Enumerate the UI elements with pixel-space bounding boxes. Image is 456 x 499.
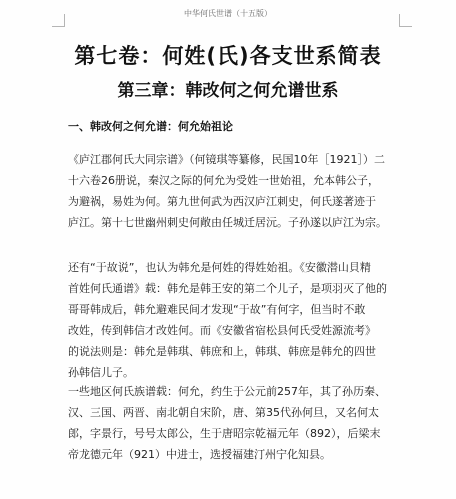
paragraph-line: 十六卷26册说，秦汉之际的何允为受姓一世始祖，允本韩公子，: [68, 174, 379, 187]
paragraph-line: 庐江。第十七世幽州刺史何敞由任城迁居沅。子孙遂以庐江为宗。: [68, 216, 387, 229]
chapter-title: 第三章：韩改何之何允谱世系: [117, 81, 339, 101]
paragraph-line: 哥哥韩成后，韩允避难民间才发现“于故”有何字，但当时不敢: [68, 303, 366, 316]
volume-title: 第七卷：何姓(氏)各支世系简表: [74, 44, 382, 68]
paragraph-line: 郎，字景行，号号太郎公，生于唐昭宗乾福元年（892），后梁末: [68, 427, 381, 440]
section-heading: 一、韩改何之何允谱：何允始祖论: [68, 120, 233, 133]
paragraph-line: 孙韩信儿子。: [68, 366, 134, 379]
paragraph-3: [68, 381, 428, 465]
paragraph-2: [68, 257, 428, 383]
paragraph-1: [68, 149, 428, 233]
paragraph-line: 《庐江郡何氏大同宗谱》（何镜琪等纂修，民国10年［1921］）二: [68, 153, 385, 166]
paragraph-line: 为避祸，易姓为何。第九世何武为西汉庐江刺史，何氏遂著迹于: [68, 195, 376, 208]
paragraph-line: 汉、三国、两晋、南北朝自宋阶，唐、第35代孙何旦，又名何太: [68, 406, 379, 419]
paragraph-line: 改姓，传到韩信才改姓何。而《安徽省宿松县何氏受姓源流考》: [68, 324, 376, 337]
paragraph-line: 帝龙德元年（921）中进士，选授福建汀州宁化知县。: [68, 448, 331, 461]
paragraph-line: 一些地区何氏族谱载：何允，约生于公元前257年，其了孙历秦、: [68, 385, 386, 398]
paragraph-line: 的说法则是：韩允是韩琪、韩庶和上，韩琪、韩庶是韩允的四世: [68, 345, 376, 358]
paragraph-line: 还有“于故说”，也认为韩允是何姓的得姓始祖。《安徽潜山貝精: [68, 261, 371, 274]
paragraph-line: 首姓何氏通谱》载：韩允是韩王安的第二个儿子，是项羽灭了他的: [68, 282, 387, 295]
running-header: 中华何氏世谱（十五版）: [184, 9, 272, 18]
